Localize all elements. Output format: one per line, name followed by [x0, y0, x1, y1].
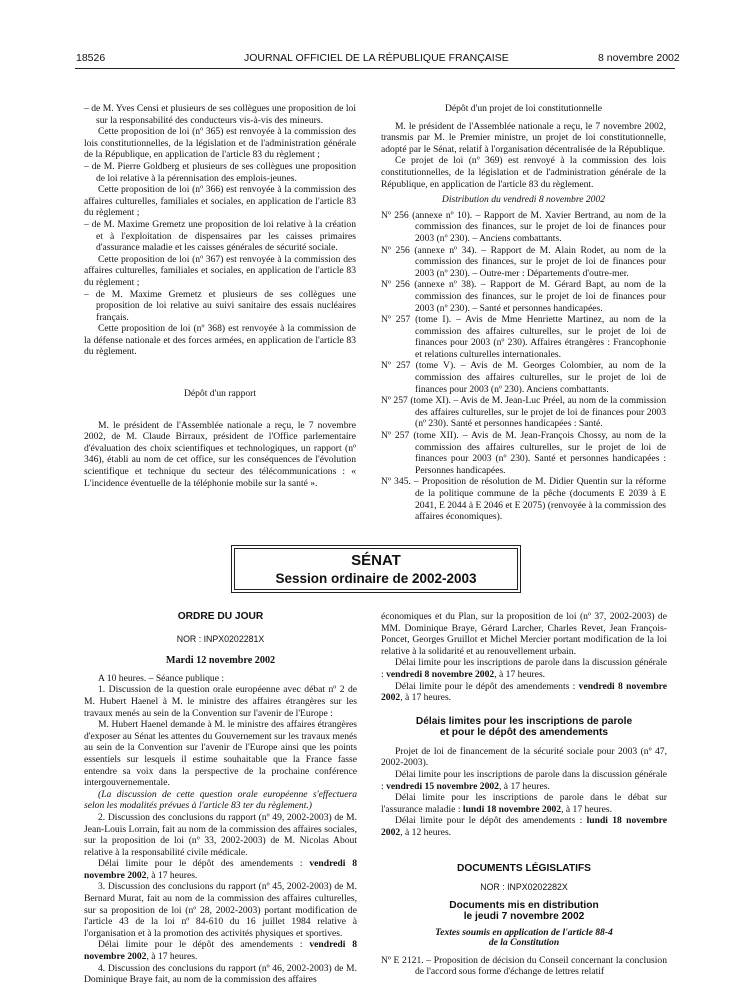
delais-title-line2: et pour le dépôt des amendements	[439, 726, 609, 738]
text: , à 17 heures.	[561, 803, 612, 815]
paragraph: – de M. Pierre Goldberg et plusieurs de ses collègues une proposition de loi relative à la pérennisation des emplois-jeunes.	[84, 160, 356, 184]
text: , à 12 heures.	[400, 826, 452, 838]
senat-title-box	[234, 548, 518, 590]
paragraph	[381, 681, 667, 704]
journal-title: JOURNAL OFFICIEL DE LA RÉPUBLIQUE FRANÇAISE	[244, 52, 509, 64]
docs-title-line2: le jeudi 7 novembre 2002	[463, 910, 585, 922]
distribution-entry: Nº 257 (tome XII). – Avis de M. Jean-François Chossy, au nom de la commission des affaires culturelles, sur le projet de loi de finances pour 2003 (nº 230). Santé et personnes handicapées : Personnes handicapées.	[381, 430, 666, 476]
distribution-entry: Nº 257 (tome XI). – Avis de M. Jean-Luc Préel, au nom de la commission des affaires culturelles, sur le projet de loi de finances pour 2003 (nº 230). Santé et personnes handicapées : Santé.	[381, 395, 666, 430]
docs-title-line1: Documents mis en distribution	[449, 899, 599, 911]
date-title: Mardi 12 novembre 2002	[165, 655, 276, 667]
paragraph	[381, 657, 667, 680]
deadline-date: lundi 18 novembre 2002	[462, 803, 562, 815]
paragraph: Cette proposition de loi (nº 365) est renvoyée à la commission des lois constitutionnelles, de la législation et de l'administration générale de la République, en application de l'article 83 du règlement ;	[84, 126, 356, 161]
textes-line1: Textes soumis en application de l'article 88-4	[435, 926, 613, 938]
text: Délai limite pour les inscriptions de parole dans la discussion générale :	[381, 768, 667, 792]
bottom-left-column	[84, 611, 357, 986]
senat-session: Session ordinaire de 2002-2003	[275, 571, 477, 586]
text: , à 17 heures.	[498, 780, 550, 792]
paragraph: Cette proposition de loi (nº 367) est renvoyée à la commission des affaires culturelles, familiales et sociales, en application de l'article 83 du règlement ;	[84, 253, 356, 288]
text: Délai limite pour le dépôt des amendements :	[395, 815, 587, 827]
paragraph: Cette proposition de loi (nº 368) est renvoyée à la commission de la défense nationale et des forces armées, en application de l'article 83 du règlement.	[84, 323, 356, 358]
paragraph: – de M. Maxime Gremetz une proposition de loi relative à la création et à l'exploitation de dispensaires par les caisses primaires d'assurance maladie et les caisses générales de sécurité sociale.	[84, 218, 356, 254]
text: Délai limite pour les inscriptions de parole dans la discussion générale :	[381, 657, 667, 680]
header-rule	[75, 68, 675, 69]
paragraph: (La discussion de cette question orale européenne s'effectuera selon les modalités prévues à l'article 83 ter du règlement.)	[84, 788, 357, 812]
paragraph: Ce projet de loi (nº 369) est renvoyé à la commission des lois constitutionnelles, de la législation et de l'administration générale de la République, en application de l'article 83 du règlement.	[381, 155, 666, 190]
text: Délai limite pour le dépôt des amendements :	[98, 939, 310, 951]
header-date: 8 novembre 2002	[598, 52, 680, 64]
deadline-date: vendredi 15 novembre 2002	[386, 780, 499, 792]
distribution-title: Distribution du vendredi 8 novembre 2002	[441, 194, 606, 206]
deadline-date: vendredi 8 novembre 2002	[84, 939, 357, 963]
text: , à 17 heures.	[146, 951, 198, 963]
deadline-date: vendredi 8 novembre 2002	[386, 668, 495, 680]
deadline-date: vendredi 8 novembre 2002	[381, 680, 667, 704]
text: , à 17 heures.	[494, 668, 546, 680]
paragraph: économiques et du Plan, sur la proposition de loi (nº 37, 2002-2003) de MM. Dominique Braye, Gérard Larcher, Charles Revet, Jean François-Poncet, Georges Gruillot et Michel Mercier portant modification de la loi relative à la solidarité et au renouvellement urbain.	[381, 611, 667, 657]
paragraph: A 10 heures. – Séance publique :	[98, 672, 225, 684]
paragraph	[84, 858, 357, 881]
nor-reference: NOR : INPX0202282X	[480, 882, 568, 893]
delais-title-line1: Délais limites pour les inscriptions de parole	[415, 715, 633, 727]
paragraph: – de M. Yves Censi et plusieurs de ses collègues une proposition de loi sur la responsabilité des conducteurs vis-à-vis des mineurs.	[84, 103, 356, 126]
text: Délai limite pour le dépôt des amendements :	[395, 680, 579, 692]
nor-reference: NOR : INPX0202281X	[176, 633, 265, 644]
documents-distribution-title	[381, 900, 667, 922]
distribution-entry: Nº 256 (annexe nº 34). – Rapport de M. Alain Rodet, au nom de la commission des finances, sur le projet de loi de finances pour 2003 (nº 230). – Outre-mer : Départements d'outre-mer.	[381, 244, 666, 279]
paragraph: 3. Discussion des conclusions du rapport (nº 45, 2002-2003) de M. Bernard Murat, fait au nom de la commission des affaires culturelles, sur sa proposition de loi (nº 28, 2002-2003) portant modification de l'article 43 de la loi nº 84-610 du 16 juillet 1984 relative à l'organisation et à la promotion des activités physiques et sportives.	[84, 881, 357, 939]
section-title-depot-rapport: Dépôt d'un rapport	[183, 388, 257, 400]
paragraph: 2. Discussion des conclusions du rapport (nº 49, 2002-2003) de M. Jean-Louis Lorrain, fait au nom de la commission des affaires sociales, sur la proposition de loi (nº 33, 2002-2003) de M. Nicolas About relative à la responsabilité civile médicale.	[84, 811, 357, 858]
deadline-date: lundi 18 novembre 2002	[381, 815, 668, 838]
paragraph: 1. Discussion de la question orale européenne avec débat nº 2 de M. Hubert Haenel à M. le ministre des affaires étrangères sur les travaux menés au sein de la Convention sur l'avenir de l'Europe :	[84, 684, 357, 719]
bottom-right-column	[381, 611, 667, 978]
textes-soumis-title	[381, 928, 667, 949]
distribution-entry: Nº 257 (tome I). – Avis de Mme Henriette Martinez, au nom de la commission des affaires culturelles, sur le projet de loi de finances pour 2003 (nº 230). Affaires étrangères : Francophonie et relations culturelles internationales.	[381, 314, 666, 360]
paragraph: M. le président de l'Assemblée nationale a reçu, le 7 novembre 2002, transmis par M. le Premier ministre, un projet de loi constitutionnelle, adopté par le Sénat, relatif à l'organisation décentralisée de la République.	[381, 120, 666, 155]
senat-title: SÉNAT	[351, 552, 401, 569]
delais-title	[381, 716, 667, 738]
text: , à 17 heures.	[400, 692, 452, 704]
paragraph	[84, 939, 357, 962]
distribution-entry: Nº 345. – Proposition de résolution de M. Didier Quentin sur la réforme de la politique commune de la pêche (documents E 2039 à E 2041, E 2044 à E 2046 et E 2075) (renvoyée à la commission des affaires économiques).	[381, 476, 666, 523]
paragraph: Cette proposition de loi (nº 366) est renvoyée à la commission des affaires culturelles, familiales et sociales, en application de l'article 83 du règlement ;	[84, 184, 356, 219]
distribution-entry: Nº 257 (tome V). – Avis de M. Georges Colombier, au nom de la commission des affaires culturelles, sur le projet de loi de finances pour 2003 (nº 230). Anciens combattants.	[381, 360, 666, 395]
paragraph: M. Hubert Haenel demande à M. le ministre des affaires étrangères d'exposer au Sénat les attentes du Gouvernement sur les travaux menés au sein de la Convention sur l'avenir de l'Europe ainsi que les points essentiels sur lesquels il estime souhaitable que la France fasse entendre sa voix dans la perspective de la prochaine conférence intergouvernementale.	[84, 719, 357, 789]
textes-line2: de la Constitution	[488, 937, 560, 949]
paragraph	[381, 769, 667, 792]
top-right-column	[381, 103, 666, 523]
text: , à 17 heures.	[146, 869, 198, 881]
paragraph	[381, 815, 667, 838]
ordre-du-jour-title: ORDRE DU JOUR	[177, 611, 264, 622]
section-title-depot-projet: Dépôt d'un projet de loi constitutionnelle	[444, 103, 603, 114]
distribution-entry: Nº 256 (annexe nº 10). – Rapport de M. Xavier Bertrand, au nom de la commission des finances, sur le projet de loi de finances pour 2003 (nº 230). – Anciens combattants.	[381, 209, 666, 244]
page-number: 18526	[76, 52, 106, 64]
documents-legislatifs-title: DOCUMENTS LÉGISLATIFS	[457, 862, 591, 874]
text: Délai limite pour les inscriptions de parole dans le débat sur l'assurance maladie :	[381, 792, 667, 815]
paragraph: 4. Discussion des conclusions du rapport (nº 46, 2002-2003) de M. Dominique Braye fait, au nom de la commission des affaires	[84, 962, 357, 986]
deadline-date: vendredi 8 novembre 2002	[84, 858, 357, 881]
paragraph: M. le président de l'Assemblée nationale a reçu, le 7 novembre 2002, de M. Claude Birraux, président de l'Office parlementaire d'évaluation des choix scientifiques et technologiques, un rapport (nº 346), établi au nom de cet office, sur les conséquences de l'évolution scientifique et technique du secteur des télécommunications : « L'incidence éventuelle de la téléphonie mobile sur la santé ».	[84, 419, 356, 489]
top-left-column	[84, 103, 356, 489]
paragraph	[381, 792, 667, 815]
document-entry: Nº E 2121. – Proposition de décision du Conseil concernant la conclusion de l'accord sous forme d'échange de lettres relatif	[381, 954, 667, 978]
paragraph: – de M. Maxime Gremetz et plusieurs de ses collègues une proposition de loi relative au suivi sanitaire des essais nucléaires français.	[84, 288, 356, 323]
text: Délai limite pour le dépôt des amendements :	[98, 858, 310, 870]
distribution-entry: Nº 256 (annexe nº 38). – Rapport de M. Gérard Bapt, au nom de la commission des finances, sur le projet de loi de finances pour 2003 (nº 230). – Santé et personnes handicapées.	[381, 279, 666, 314]
paragraph: Projet de loi de financement de la sécurité sociale pour 2003 (nº 47, 2002-2003).	[381, 745, 667, 769]
